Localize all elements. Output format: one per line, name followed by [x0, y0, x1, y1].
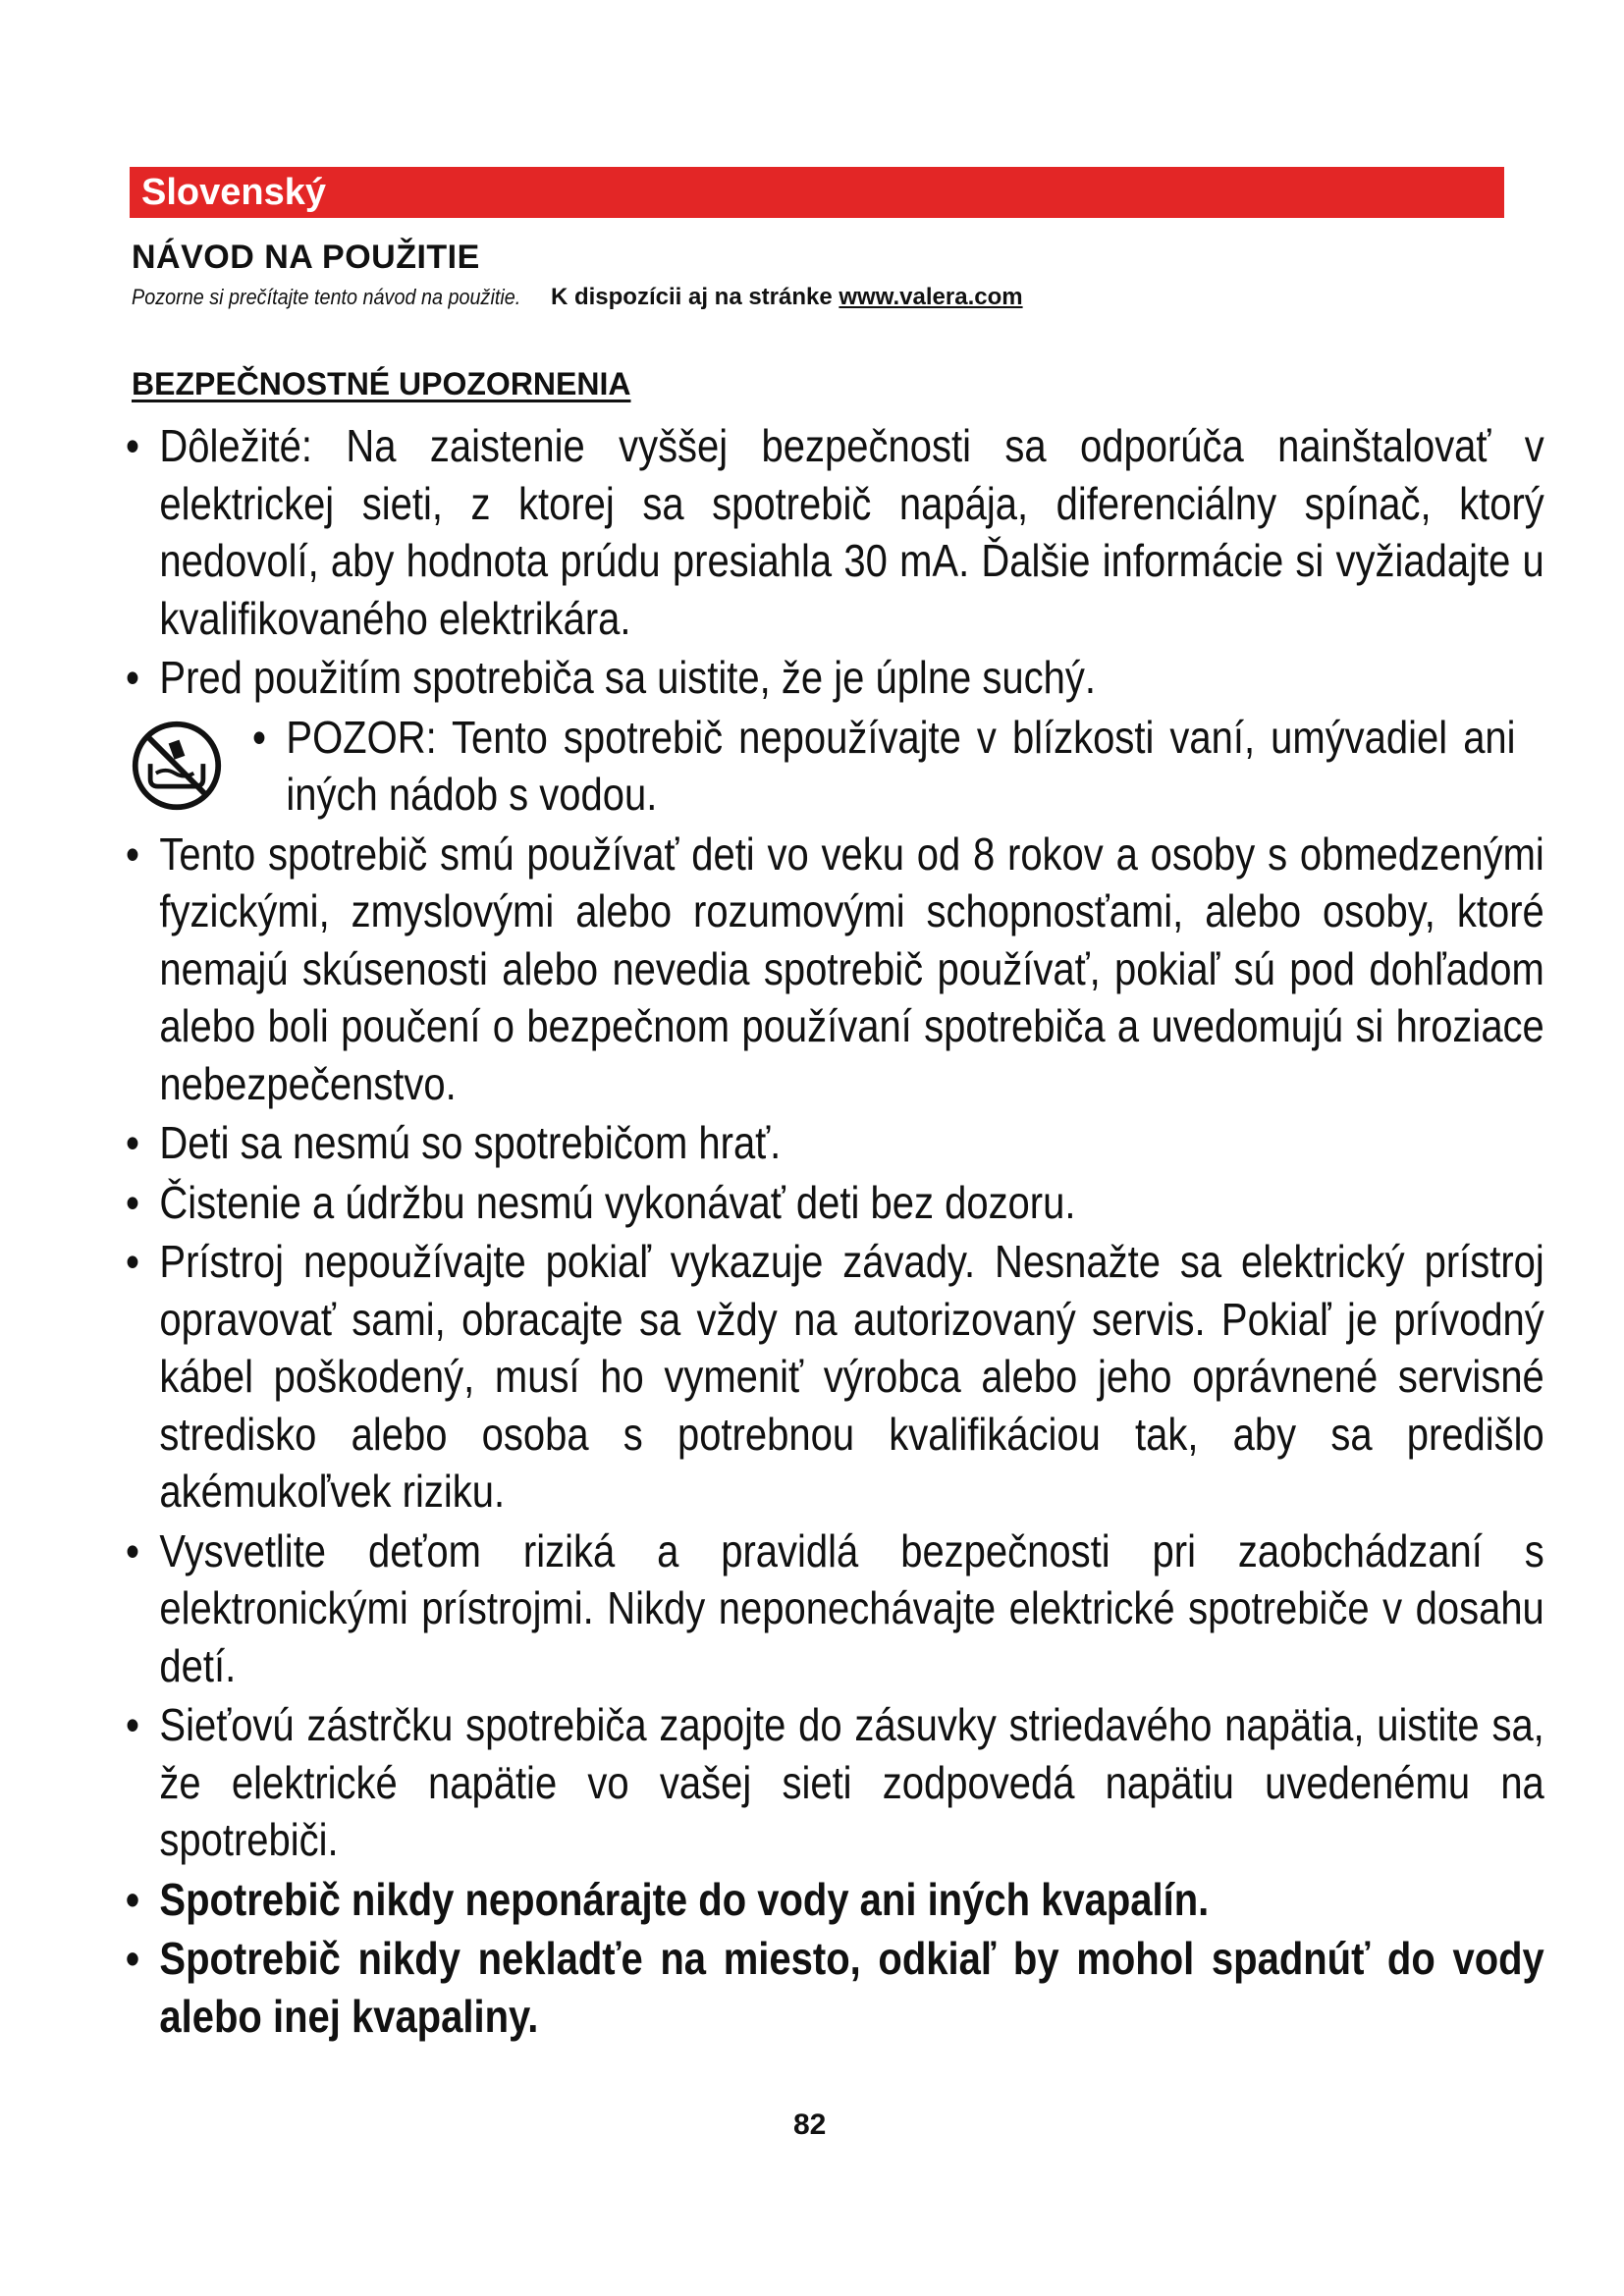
bullet: •	[126, 1117, 140, 1168]
bullet: •	[126, 652, 140, 703]
subtitle-bold: K dispozícii aj na stránke	[550, 284, 833, 310]
bullet: •	[126, 1524, 140, 1576]
language-bar	[130, 167, 1504, 218]
bullet: •	[126, 828, 140, 880]
list-item: • Vysvetlite deťom riziká a pravidlá bezpečnosti pri zaobchádzaní s elektronickými prístrojmi. Nikdy neponechávajte elektrické spotrebiče v dosahu detí.	[126, 1522, 1544, 1695]
list-item-bold: • Spotrebič nikdy neponárajte do vody ani iných kvapalín.	[126, 1871, 1544, 1929]
bullet: •	[126, 1236, 140, 1287]
list-item: • Čistenie a údržbu nesmú vykonávať deti bez dozoru.	[126, 1174, 1544, 1232]
list-item: • Sieťovú zástrčku spotrebiča zapojte do zásuvky striedavého napätia, uistite sa, že elektrické napätie vo vašej sieti zodpovedá napätiu uvedenému na spotrebiči.	[126, 1696, 1544, 1869]
website-link[interactable]: www.valera.com	[839, 284, 1023, 310]
bullet: •	[126, 1699, 140, 1750]
list-item: • Tento spotrebič smú používať deti vo veku od 8 rokov a osoby s obmedzenými fyzickými, zmyslovými alebo rozumovými schopnosťami, alebo osoby, ktoré nemajú skúsenosti alebo nevedia spotrebič používať, pokiaľ sú pod dohľadom alebo boli poučení o bezpečnom používaní spotrebiča a uvedomujú si hroziace nebezpečenstvo.	[126, 826, 1544, 1113]
list-item: • Prístroj nepoužívajte pokiaľ vykazuje závady. Nesnažte sa elektrický prístroj opravovať sami, obracajte sa vždy na autorizovaný servis. Pokiaľ je prívodný kábel poškodený, musí ho vymeniť výrobca alebo jeho oprávnené servisné stredisko alebo osoba s potrebnou kvalifikáciou tak, aby sa predišlo akémukoľvek riziku.	[126, 1233, 1544, 1521]
section-title: BEZPEČNOSTNÉ UPOZORNENIA	[132, 366, 631, 401]
language-label: Slovenský	[141, 171, 326, 213]
subtitle-line	[132, 284, 1023, 311]
bullet: •	[126, 1933, 140, 1984]
subtitle-italic: Pozorne si prečítajte tento návod na použitie.	[132, 285, 521, 309]
list-item: • Pred použitím spotrebiča sa uistite, že je úplne suchý.	[126, 649, 1544, 707]
list-item: • Dôležité: Na zaistenie vyššej bezpečnosti sa odporúča nainštalovať v elektrickej sieti, z ktorej sa spotrebič napája, diferenciálny spínač, ktorý nedovolí, aby hodnota prúdu presiahla 30 mA. Ďalšie informácie si vyžiadajte u kvalifikovaného elektrikára.	[126, 417, 1544, 647]
bullet: •	[126, 1176, 140, 1228]
bullet: •	[126, 1873, 140, 1925]
safety-list	[126, 417, 1544, 2045]
bullet: •	[126, 420, 140, 471]
bullet: •	[252, 711, 267, 763]
list-item-warning: • POZOR: Tento spotrebič nepoužívajte v blízkosti vaní, umývadiel ani iných nádob s vodou.	[126, 709, 1516, 824]
list-item: • Deti sa nesmú so spotrebičom hrať.	[126, 1114, 1544, 1172]
list-item-bold: • Spotrebič nikdy nekladťe na miesto, odkiaľ by mohol spadnúť do vody alebo inej kvapaliny.	[126, 1930, 1544, 2045]
page-number: 82	[793, 2109, 827, 2141]
manual-title: NÁVOD NA POUŽITIE	[132, 239, 480, 276]
